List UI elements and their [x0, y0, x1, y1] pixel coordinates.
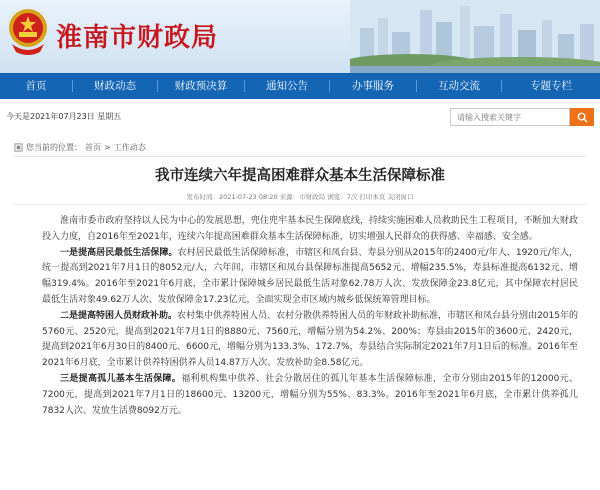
paragraph-text: 福利机构集中供养、社会分散居住的孤儿年基本生活保障标准，全市分别由2015年的12000元、7200元，提高到2021年7月1日的18600元、13200元，增幅分别为55%、83.3%。2016年至2021年6月底，全市累计供养孤儿7832人次、发放生活费8092万元。 [42, 373, 578, 416]
search-icon [577, 112, 588, 123]
divider [14, 156, 586, 157]
search-input[interactable] [450, 108, 570, 126]
site-title[interactable]: 淮南市财政局 [56, 23, 219, 53]
current-date: 今天是2021年07月23日 星期五 [6, 112, 122, 121]
header-banner [0, 0, 600, 73]
national-emblem-icon [6, 4, 50, 60]
nav-item-notices[interactable]: 通知公告 [266, 80, 308, 92]
nav-item-finance-news[interactable]: 财政动态 [94, 80, 136, 92]
article-body [42, 214, 578, 419]
article-meta: 发布时间：2021-07-23 08:20 来源：市财政局 浏览：7次 打印本页 关闭窗口 [186, 193, 414, 201]
nav-item-special-topics[interactable]: 专题专栏 [530, 80, 572, 92]
article-paragraph: 淮南市委市政府坚持以人民为中心的发展思想，兜住兜牢基本民生保障底线，持续实施困难人员救助民生工程项目，不断加大财政投入力度，自2016年至2021年，连续六年提高困难群众基本生活保障标准，切实增强人民群众的获得感、幸福感、安全感。 [42, 216, 578, 242]
article-title: 我市连续六年提高困难群众基本生活保障标准 [155, 168, 445, 184]
paragraph-heading: 三是提高孤儿基本生活保障。 [60, 373, 182, 384]
divider [14, 204, 586, 205]
breadcrumb-separator: > [104, 143, 111, 152]
breadcrumb [14, 142, 146, 153]
paragraph-text: 农村集中供养特困人员、农村分散供养特困人员的年财政补助标准，市辖区和凤台县分别由2015年的5760元、2520元，提高到2021年7月1日的8880元、7560元，增幅分别为54.2%、200%；寿县由2015年的3600元、2420元，提高到2021年6月30日的8400元、6600元，增幅分别为133.3%、172.7%，寿县结合实际制定2021年7月1日后的标准。2016年至2021年6月底，全市累计供养特困供养人员14.87万人次、发放补助金8.58亿元。 [42, 310, 578, 369]
nav-item-home[interactable]: 首页 [25, 80, 47, 92]
article-paragraph [42, 246, 578, 309]
breadcrumb-prefix: 您当前的位置： [26, 143, 82, 152]
location-icon [14, 143, 23, 152]
search-button[interactable] [570, 108, 594, 126]
article-paragraph [42, 309, 578, 372]
city-skyline-image [350, 0, 600, 73]
nav-item-budget[interactable]: 财政预决算 [174, 80, 228, 92]
breadcrumb-home-link[interactable]: 首页 [85, 143, 101, 152]
nav-item-interaction[interactable]: 互动交流 [438, 80, 480, 92]
nav-item-services[interactable]: 办事服务 [352, 80, 394, 92]
paragraph-heading: 一是提高居民最低生活保障。 [60, 247, 178, 258]
article-paragraph [42, 372, 578, 419]
info-bar [0, 99, 600, 135]
paragraph-text: 农村居民最低生活保障标准，市辖区和凤台县、寿县分别从2015年的2400元/年人、1920元/年人，统一提高到2021年7月1日的8052元/人，六年间，市辖区和凤台县保障标准提高5652元、增幅235.5%，寿县标准提高6132元、增幅319.4%。2016年至2021年6月底，全市累计保障城乡居民最低生活对象62.78万人次、发放保障金23.8亿元，其中保障农村居民最低生活对象49.62万人次、发放保障金17.23亿元，全面实现全市区域内城乡低保统筹管理目标。 [42, 247, 578, 305]
breadcrumb-current-link[interactable]: 工作动态 [113, 143, 146, 152]
main-nav [0, 73, 600, 99]
paragraph-heading: 二是提高特困人员财政补助。 [60, 310, 178, 321]
